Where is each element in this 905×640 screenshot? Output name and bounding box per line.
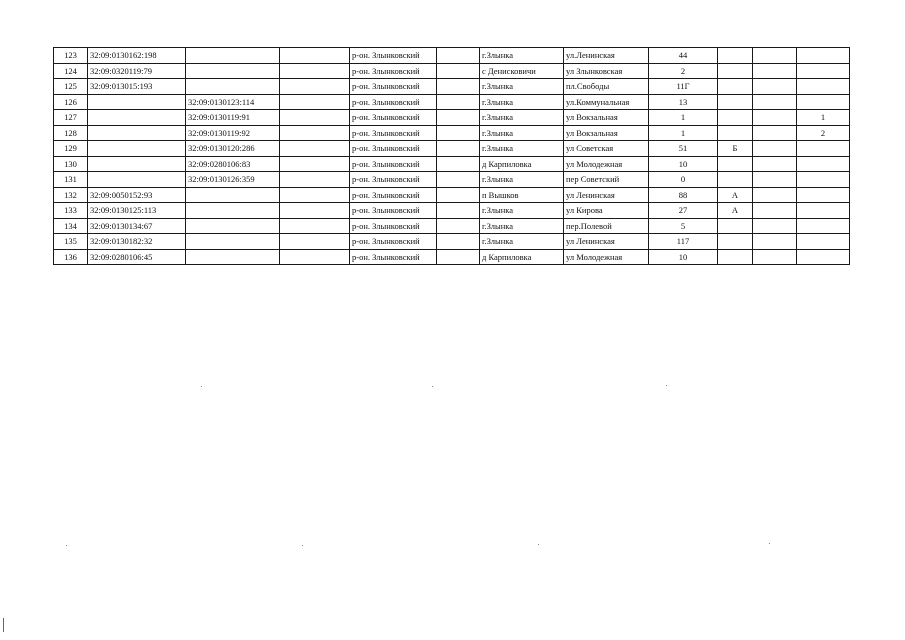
table-cell: р-он. Злынковский [350, 218, 437, 234]
table-cell: 11Г [649, 79, 718, 95]
table-cell: р-он. Злынковский [350, 234, 437, 250]
table-cell: 32:09:0050152:93 [88, 187, 186, 203]
table-cell: г.Злынка [480, 141, 564, 157]
table-cell [753, 218, 797, 234]
table-body [54, 48, 850, 265]
table-cell: 1 [649, 125, 718, 141]
table-cell: 32:09:0130119:92 [186, 125, 280, 141]
table-cell [797, 79, 850, 95]
table-row [54, 79, 850, 95]
table-cell [753, 48, 797, 64]
table-cell: д Карпиловка [480, 156, 564, 172]
table-cell [797, 234, 850, 250]
table-cell: 32:09:0130134:67 [88, 218, 186, 234]
table-cell: ул Вокзальная [564, 125, 649, 141]
table-cell: 129 [54, 141, 88, 157]
table-cell: г.Злынка [480, 234, 564, 250]
table-cell: д Карпиловка [480, 249, 564, 265]
table-cell: 0 [649, 172, 718, 188]
scan-speck [666, 385, 667, 386]
table-cell [437, 48, 480, 64]
table-cell: ул Вокзальная [564, 110, 649, 126]
table-cell [88, 110, 186, 126]
table-cell [797, 203, 850, 219]
table-cell: 88 [649, 187, 718, 203]
table-row [54, 172, 850, 188]
table-cell [186, 48, 280, 64]
table-cell [186, 234, 280, 250]
table-cell: р-он. Злынковский [350, 94, 437, 110]
table-cell [753, 234, 797, 250]
table-cell [437, 234, 480, 250]
table-cell [437, 156, 480, 172]
table-cell [88, 172, 186, 188]
table-cell: р-он. Злынковский [350, 172, 437, 188]
table-cell: 2 [797, 125, 850, 141]
table-cell [280, 203, 350, 219]
table-row [54, 203, 850, 219]
table-cell: ул Молодежная [564, 156, 649, 172]
table-cell: ул Ленинская [564, 187, 649, 203]
table-cell: г.Злынка [480, 172, 564, 188]
table-cell: 27 [649, 203, 718, 219]
table-cell: 1 [649, 110, 718, 126]
table-cell: с Денисковичи [480, 63, 564, 79]
table-cell: р-он. Злынковский [350, 110, 437, 126]
table-cell [718, 156, 753, 172]
table-cell [753, 187, 797, 203]
table-row [54, 63, 850, 79]
table-cell: 136 [54, 249, 88, 265]
table-cell [753, 249, 797, 265]
table-cell [718, 110, 753, 126]
table-cell: р-он. Злынковский [350, 141, 437, 157]
table-cell [753, 203, 797, 219]
table-cell: 10 [649, 156, 718, 172]
table-cell: 5 [649, 218, 718, 234]
table-cell: 127 [54, 110, 88, 126]
address-table [53, 47, 850, 265]
table-cell [186, 79, 280, 95]
table-cell [437, 203, 480, 219]
table-cell: г.Злынка [480, 94, 564, 110]
table-cell [797, 156, 850, 172]
table-cell [797, 94, 850, 110]
table-cell: р-он. Злынковский [350, 63, 437, 79]
table-cell: 2 [649, 63, 718, 79]
table-cell [88, 94, 186, 110]
table-cell [186, 187, 280, 203]
table-cell: 32:09:0130162:198 [88, 48, 186, 64]
table-cell: 13 [649, 94, 718, 110]
table-cell: 44 [649, 48, 718, 64]
table-cell: 128 [54, 125, 88, 141]
table-cell: 124 [54, 63, 88, 79]
table-cell: 126 [54, 94, 88, 110]
table-cell [280, 94, 350, 110]
table-cell [280, 79, 350, 95]
table-cell [186, 218, 280, 234]
table-cell: ул Ленинская [564, 234, 649, 250]
table-cell [718, 48, 753, 64]
table-cell: ул Советская [564, 141, 649, 157]
table-cell [437, 110, 480, 126]
table-row [54, 48, 850, 64]
table-cell: г.Злынка [480, 48, 564, 64]
table-cell: 32:09:0130126:359 [186, 172, 280, 188]
scan-speck [432, 386, 433, 387]
table-cell [718, 218, 753, 234]
table-cell: 1 [797, 110, 850, 126]
table-cell: ул.Ленинская [564, 48, 649, 64]
table-cell: 117 [649, 234, 718, 250]
scan-speck [769, 543, 770, 544]
table-cell: 32:09:0130123:114 [186, 94, 280, 110]
table-cell [88, 141, 186, 157]
table-cell [280, 234, 350, 250]
table-cell [280, 63, 350, 79]
table-cell: 10 [649, 249, 718, 265]
table-cell: ул Молодежная [564, 249, 649, 265]
table-cell [437, 141, 480, 157]
table-cell [437, 79, 480, 95]
table-cell: 125 [54, 79, 88, 95]
table-cell [718, 125, 753, 141]
table-cell [797, 141, 850, 157]
table-cell [718, 249, 753, 265]
table-cell: р-он. Злынковский [350, 48, 437, 64]
table-cell: 51 [649, 141, 718, 157]
table-cell: 32:09:0280106:45 [88, 249, 186, 265]
table-cell [186, 203, 280, 219]
table-cell [280, 125, 350, 141]
table-cell: р-он. Злынковский [350, 79, 437, 95]
table-cell [753, 110, 797, 126]
table-cell [280, 141, 350, 157]
table-cell: Б [718, 141, 753, 157]
table-cell [718, 94, 753, 110]
table-row [54, 218, 850, 234]
table-cell: г.Злынка [480, 125, 564, 141]
table-cell [186, 63, 280, 79]
table-cell [797, 48, 850, 64]
table-cell: 134 [54, 218, 88, 234]
scan-speck [201, 386, 202, 387]
table-cell: 32:09:0130125:113 [88, 203, 186, 219]
table-cell [797, 218, 850, 234]
table-cell: 132 [54, 187, 88, 203]
table-cell: 32:09:0130182:32 [88, 234, 186, 250]
table-cell [437, 63, 480, 79]
table-cell [718, 234, 753, 250]
table-cell: г.Злынка [480, 203, 564, 219]
table-cell [186, 249, 280, 265]
table-cell: пер.Полевой [564, 218, 649, 234]
table-cell [753, 156, 797, 172]
table-row [54, 125, 850, 141]
table-cell: ул Злынковская [564, 63, 649, 79]
table-cell [718, 79, 753, 95]
table-cell [88, 156, 186, 172]
table-cell: 123 [54, 48, 88, 64]
table-cell: р-он. Злынковский [350, 125, 437, 141]
table-cell: 32:09:013015:193 [88, 79, 186, 95]
table-cell [437, 94, 480, 110]
table-cell [753, 63, 797, 79]
table-cell: пер Советский [564, 172, 649, 188]
table-cell [437, 218, 480, 234]
table-cell: р-он. Злынковский [350, 156, 437, 172]
table-cell: 130 [54, 156, 88, 172]
table-cell [280, 172, 350, 188]
table-cell: 32:09:0280106:83 [186, 156, 280, 172]
table-cell: 32:09:0130120:286 [186, 141, 280, 157]
table-cell: р-он. Злынковский [350, 203, 437, 219]
table-row [54, 110, 850, 126]
table-cell: г.Злынка [480, 79, 564, 95]
table-cell [280, 218, 350, 234]
table-cell [280, 249, 350, 265]
scan-speck [538, 544, 539, 545]
table-cell [753, 141, 797, 157]
scan-edge-mark [3, 618, 4, 632]
table-cell [753, 94, 797, 110]
table-cell: 131 [54, 172, 88, 188]
table-cell: ул Кирова [564, 203, 649, 219]
table-cell [437, 187, 480, 203]
table-cell [437, 172, 480, 188]
table-cell: 135 [54, 234, 88, 250]
table-row [54, 141, 850, 157]
table-cell [280, 110, 350, 126]
scan-speck [66, 545, 67, 546]
table-cell [437, 249, 480, 265]
table-cell [753, 79, 797, 95]
table-cell [280, 187, 350, 203]
table-cell [797, 63, 850, 79]
table-cell: А [718, 203, 753, 219]
table-cell [797, 172, 850, 188]
table-cell: 133 [54, 203, 88, 219]
table-cell [797, 187, 850, 203]
table-cell [753, 172, 797, 188]
table-cell [797, 249, 850, 265]
table-cell: р-он. Злынковский [350, 187, 437, 203]
table-cell [718, 172, 753, 188]
table-cell [280, 48, 350, 64]
table-cell [437, 125, 480, 141]
table-row [54, 187, 850, 203]
table-cell: г.Злынка [480, 218, 564, 234]
table-row [54, 156, 850, 172]
table-cell: А [718, 187, 753, 203]
table-cell: п Вышков [480, 187, 564, 203]
table-cell [753, 125, 797, 141]
table-cell: 32:09:0130119:91 [186, 110, 280, 126]
scan-speck [302, 545, 303, 546]
table-row [54, 249, 850, 265]
table-cell: ул.Коммунальная [564, 94, 649, 110]
table-cell: 32:09:0320119:79 [88, 63, 186, 79]
table-cell [88, 125, 186, 141]
table-row [54, 94, 850, 110]
table-cell: р-он. Злынковский [350, 249, 437, 265]
table-cell [718, 63, 753, 79]
table-cell: г.Злынка [480, 110, 564, 126]
table-row [54, 234, 850, 250]
table-cell: пл.Свободы [564, 79, 649, 95]
table-cell [280, 156, 350, 172]
